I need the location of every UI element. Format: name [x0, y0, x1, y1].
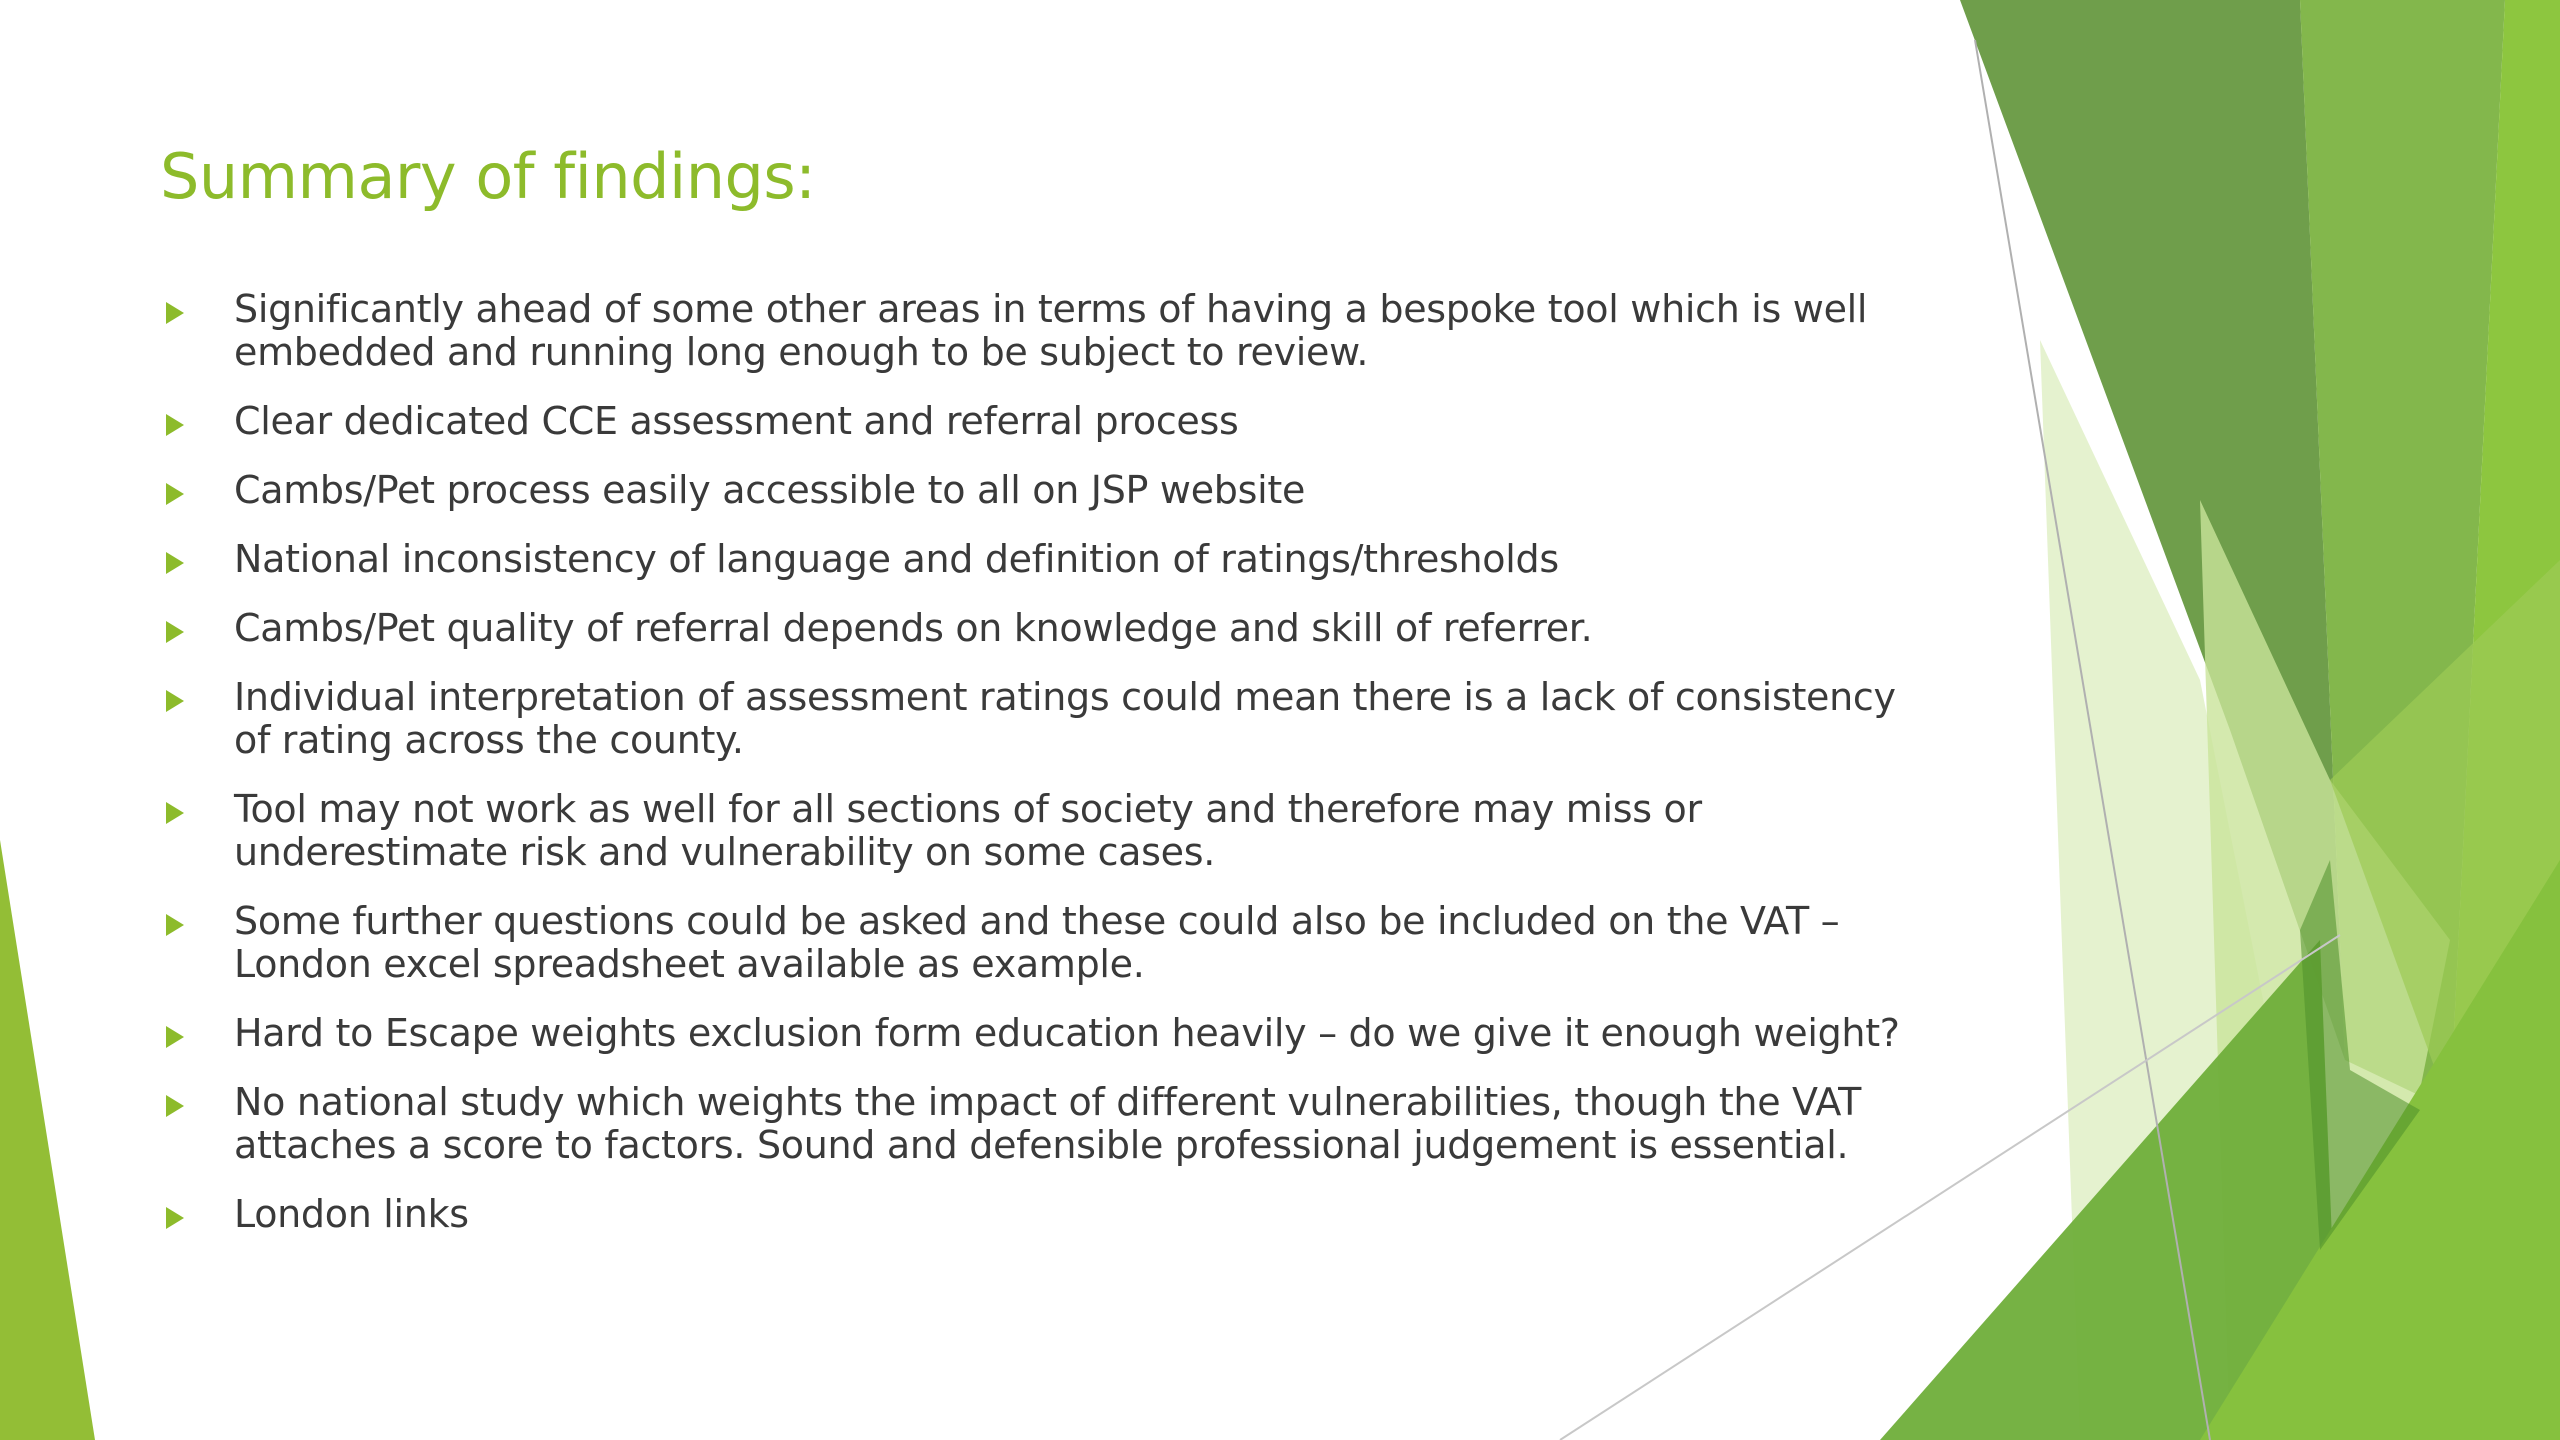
triangle-right-icon — [166, 802, 184, 824]
bullet-text: London links — [234, 1192, 469, 1236]
triangle-right-icon — [166, 1026, 184, 1048]
list-item — [160, 469, 1940, 512]
list-item — [160, 1012, 1940, 1055]
list-item — [160, 1081, 1940, 1167]
bullet-text: Cambs/Pet process easily accessible to all on JSP website — [234, 468, 1306, 512]
triangle-right-icon — [166, 1207, 184, 1229]
list-item — [160, 538, 1940, 581]
triangle-right-icon — [166, 414, 184, 436]
list-item — [160, 788, 1940, 874]
left-facet — [0, 840, 95, 1440]
list-item — [160, 607, 1940, 650]
bullet-text: National inconsistency of language and definition of ratings/thresholds — [234, 537, 1559, 581]
list-item — [160, 1193, 1940, 1236]
findings-list — [160, 288, 1940, 1262]
bullet-text: Clear dedicated CCE assessment and referral process — [234, 399, 1239, 443]
triangle-right-icon — [166, 1095, 184, 1117]
triangle-right-icon — [166, 483, 184, 505]
bullet-text: Tool may not work as well for all sections of society and therefore may miss or underestimate risk and vulnerability on some cases. — [234, 787, 1702, 874]
triangle-right-icon — [166, 302, 184, 324]
bullet-text: Hard to Escape weights exclusion form education heavily – do we give it enough weight? — [234, 1011, 1900, 1055]
triangle-right-icon — [166, 690, 184, 712]
list-item — [160, 900, 1940, 986]
bullet-text: Individual interpretation of assessment ratings could mean there is a lack of consistency of rating across the county. — [234, 675, 1896, 762]
slide-title: Summary of findings: — [160, 140, 816, 213]
bullet-text: Some further questions could be asked and these could also be included on the VAT – London excel spreadsheet available as example. — [234, 899, 1840, 986]
list-item — [160, 288, 1940, 374]
bullet-text: Cambs/Pet quality of referral depends on knowledge and skill of referrer. — [234, 606, 1593, 650]
list-item — [160, 400, 1940, 443]
list-item — [160, 676, 1940, 762]
triangle-right-icon — [166, 914, 184, 936]
bullet-text: No national study which weights the impact of different vulnerabilities, though the VAT attaches a score to factors. Sound and defensible professional judgement is essential. — [234, 1080, 1861, 1167]
triangle-right-icon — [166, 621, 184, 643]
triangle-right-icon — [166, 552, 184, 574]
bullet-text: Significantly ahead of some other areas in terms of having a bespoke tool which is well embedded and running long enough to be subject to review. — [234, 287, 1868, 374]
